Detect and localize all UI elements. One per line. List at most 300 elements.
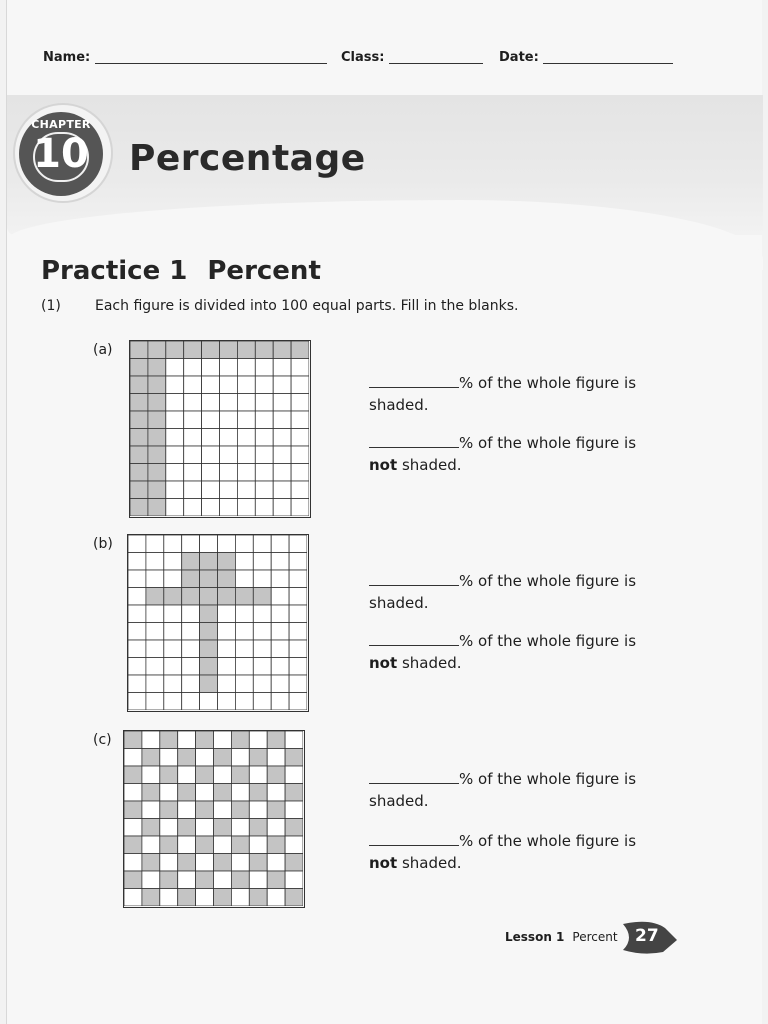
part-a-not-shaded-answer[interactable] xyxy=(369,434,459,448)
part-a-not-shaded-blank xyxy=(369,432,659,476)
grid-cell xyxy=(214,871,232,889)
grid-cell xyxy=(285,854,303,872)
grid-cell xyxy=(130,376,148,394)
grid-cell xyxy=(124,819,142,837)
date-field[interactable] xyxy=(543,63,673,64)
grid-cell xyxy=(146,553,164,571)
grid-cell xyxy=(231,819,249,837)
grid-cell xyxy=(182,553,200,571)
grid-cell xyxy=(148,411,166,429)
grid-cell xyxy=(184,446,202,464)
part-b-label: (b) xyxy=(93,536,113,552)
grid-cell xyxy=(291,499,309,517)
grid-cell xyxy=(178,889,196,907)
grid-cell xyxy=(202,446,220,464)
name-field[interactable] xyxy=(95,63,327,64)
grid-cell xyxy=(220,341,238,359)
grid-cell xyxy=(182,535,200,553)
grid-cell xyxy=(235,623,253,641)
grid-cell xyxy=(285,889,303,907)
part-b-shaded-text: % of the whole figure is xyxy=(459,572,637,590)
grid-cell xyxy=(235,570,253,588)
part-c-shaded-blank xyxy=(369,768,659,812)
part-b-not-shaded-blank xyxy=(369,630,659,674)
grid-cell xyxy=(196,854,214,872)
grid-cell xyxy=(237,429,255,447)
grid-cell xyxy=(124,766,142,784)
grid-cell xyxy=(273,429,291,447)
grid-cell xyxy=(146,675,164,693)
part-c-shaded-word: shaded. xyxy=(369,792,429,810)
grid-cell xyxy=(235,693,253,711)
grid-cell xyxy=(178,766,196,784)
grid-cell xyxy=(184,341,202,359)
grid-cell xyxy=(237,499,255,517)
practice-heading xyxy=(41,256,341,286)
grid-cell xyxy=(253,693,271,711)
grid-cell xyxy=(142,766,160,784)
grid-cell xyxy=(146,535,164,553)
grid-cell xyxy=(184,394,202,412)
part-c-shaded-answer[interactable] xyxy=(369,770,459,784)
grid-cell xyxy=(285,819,303,837)
grid-cell xyxy=(130,394,148,412)
grid-cell xyxy=(146,640,164,658)
grid-cell xyxy=(214,819,232,837)
grid-cell xyxy=(202,481,220,499)
grid-cell xyxy=(249,889,267,907)
date-label: Date: xyxy=(499,50,539,65)
grid-cell xyxy=(235,588,253,606)
grid-cell xyxy=(267,854,285,872)
grid-cell xyxy=(273,464,291,482)
grid-cell xyxy=(196,784,214,802)
grid-cell xyxy=(124,784,142,802)
grid-cell xyxy=(200,623,218,641)
grid-cell xyxy=(124,836,142,854)
grid-cell xyxy=(196,836,214,854)
grid-cell xyxy=(235,605,253,623)
grid-cell xyxy=(160,749,178,767)
grid-cell xyxy=(160,766,178,784)
grid-cell xyxy=(178,801,196,819)
grid-cell xyxy=(146,588,164,606)
grid-cell xyxy=(271,675,289,693)
grid-cell xyxy=(220,429,238,447)
grid-cell xyxy=(273,481,291,499)
grid-cell xyxy=(271,623,289,641)
grid-cell xyxy=(164,658,182,676)
grid-cell xyxy=(291,446,309,464)
part-c-label: (c) xyxy=(93,732,112,748)
grid-cell xyxy=(237,394,255,412)
grid-cell xyxy=(255,394,273,412)
grid-cell xyxy=(202,464,220,482)
grid-cell xyxy=(249,801,267,819)
grid-cell xyxy=(218,623,236,641)
grid-cell xyxy=(130,359,148,377)
grid-cell xyxy=(237,464,255,482)
part-c-not-word: not xyxy=(369,854,398,872)
grid-cell xyxy=(184,376,202,394)
grid-cell xyxy=(128,675,146,693)
grid-cell xyxy=(146,658,164,676)
grid-cell xyxy=(273,499,291,517)
grid-cell xyxy=(124,731,142,749)
part-b-shaded-word: shaded. xyxy=(369,594,429,612)
chapter-badge-label: CHAPTER xyxy=(31,118,91,131)
grid-cell xyxy=(253,570,271,588)
grid-cell xyxy=(128,693,146,711)
grid-cell xyxy=(164,588,182,606)
grid-cell xyxy=(160,801,178,819)
grid-cell xyxy=(289,605,307,623)
grid-cell xyxy=(148,394,166,412)
grid-cell xyxy=(267,801,285,819)
grid-cell xyxy=(142,819,160,837)
grid-cell xyxy=(218,675,236,693)
grid-cell xyxy=(289,658,307,676)
grid-cell xyxy=(196,889,214,907)
hundred-grid-a xyxy=(129,340,311,518)
grid-cell xyxy=(253,605,271,623)
grid-cell xyxy=(164,553,182,571)
grid-cell xyxy=(178,784,196,802)
grid-cell xyxy=(166,481,184,499)
grid-cell xyxy=(146,570,164,588)
grid-cell xyxy=(182,570,200,588)
grid-cell xyxy=(184,499,202,517)
grid-cell xyxy=(214,784,232,802)
grid-cell xyxy=(289,693,307,711)
grid-cell xyxy=(166,359,184,377)
grid-cell xyxy=(285,749,303,767)
grid-cell xyxy=(235,675,253,693)
grid-cell xyxy=(285,836,303,854)
grid-cell xyxy=(128,588,146,606)
grid-cell xyxy=(285,871,303,889)
grid-cell xyxy=(178,871,196,889)
grid-cell xyxy=(220,481,238,499)
grid-cell xyxy=(196,871,214,889)
grid-cell xyxy=(255,499,273,517)
grid-cell xyxy=(128,658,146,676)
grid-cell xyxy=(218,658,236,676)
grid-cell xyxy=(202,394,220,412)
grid-cell xyxy=(160,871,178,889)
grid-cell xyxy=(166,446,184,464)
grid-cell xyxy=(178,819,196,837)
grid-cell xyxy=(231,749,249,767)
part-c-not-shaded-answer[interactable] xyxy=(369,832,459,846)
grid-cell xyxy=(235,535,253,553)
grid-cell xyxy=(182,658,200,676)
grid-cell xyxy=(184,429,202,447)
grid-cell xyxy=(148,359,166,377)
grid-cell xyxy=(271,605,289,623)
grid-cell xyxy=(184,359,202,377)
grid-cell xyxy=(130,499,148,517)
grid-cell xyxy=(231,731,249,749)
grid-cell xyxy=(253,535,271,553)
footer-lesson: Lesson 1 xyxy=(505,930,565,944)
grid-cell xyxy=(164,675,182,693)
grid-cell xyxy=(249,819,267,837)
part-a-shaded-text: % of the whole figure is xyxy=(459,374,637,392)
grid-cell xyxy=(220,359,238,377)
question-text: Each figure is divided into 100 equal parts. Fill in the blanks. xyxy=(95,298,519,314)
grid-cell xyxy=(253,553,271,571)
grid-cell xyxy=(130,341,148,359)
grid-cell xyxy=(231,836,249,854)
grid-cell xyxy=(142,889,160,907)
part-b-not-shaded-answer[interactable] xyxy=(369,632,459,646)
grid-cell xyxy=(220,376,238,394)
grid-cell xyxy=(182,588,200,606)
grid-cell xyxy=(273,411,291,429)
grid-cell xyxy=(218,553,236,571)
part-a-label: (a) xyxy=(93,342,113,358)
part-b-shaded-answer[interactable] xyxy=(369,572,459,586)
grid-cell xyxy=(214,854,232,872)
grid-cell xyxy=(128,570,146,588)
part-a-shaded-blank xyxy=(369,372,659,416)
grid-cell xyxy=(142,784,160,802)
grid-cell xyxy=(160,784,178,802)
grid-cell xyxy=(178,854,196,872)
grid-cell xyxy=(164,535,182,553)
grid-cell xyxy=(148,499,166,517)
grid-cell xyxy=(273,446,291,464)
grid-cell xyxy=(255,411,273,429)
grid-cell xyxy=(237,411,255,429)
grid-cell xyxy=(291,341,309,359)
grid-cell xyxy=(124,889,142,907)
name-label: Name: xyxy=(43,50,91,65)
grid-cell xyxy=(267,731,285,749)
grid-cell xyxy=(182,623,200,641)
grid-cell xyxy=(255,359,273,377)
hundred-grid-c xyxy=(123,730,305,908)
part-a-shaded-answer[interactable] xyxy=(369,374,459,388)
chapter-badge xyxy=(19,112,103,196)
grid-cell xyxy=(253,675,271,693)
grid-cell xyxy=(142,854,160,872)
practice-title: Percent xyxy=(207,256,321,286)
grid-cell xyxy=(255,376,273,394)
grid-cell xyxy=(218,570,236,588)
page-footer xyxy=(505,930,618,944)
grid-cell xyxy=(291,359,309,377)
grid-cell xyxy=(289,588,307,606)
grid-cell xyxy=(214,731,232,749)
student-info-fields xyxy=(43,50,683,70)
grid-cell xyxy=(142,749,160,767)
grid-cell xyxy=(164,693,182,711)
grid-cell xyxy=(235,658,253,676)
grid-cell xyxy=(231,784,249,802)
grid-cell xyxy=(267,871,285,889)
grid-cell xyxy=(130,446,148,464)
grid-cell xyxy=(146,623,164,641)
grid-cell xyxy=(182,675,200,693)
grid-cell xyxy=(146,605,164,623)
grid-cell xyxy=(289,675,307,693)
grid-cell xyxy=(202,341,220,359)
grid-cell xyxy=(202,429,220,447)
grid-cell xyxy=(218,693,236,711)
grid-cell xyxy=(285,801,303,819)
grid-cell xyxy=(148,446,166,464)
grid-cell xyxy=(289,553,307,571)
grid-cell xyxy=(160,889,178,907)
grid-cell xyxy=(160,854,178,872)
grid-cell xyxy=(142,801,160,819)
part-a-not-shaded-text: % of the whole figure is xyxy=(459,434,637,452)
grid-cell xyxy=(148,429,166,447)
grid-cell xyxy=(200,535,218,553)
grid-cell xyxy=(200,675,218,693)
grid-cell xyxy=(291,411,309,429)
chapter-title: Percentage xyxy=(129,138,366,179)
grid-cell xyxy=(291,429,309,447)
part-c-not-shaded-text: % of the whole figure is xyxy=(459,832,637,850)
grid-cell xyxy=(271,658,289,676)
grid-cell xyxy=(271,570,289,588)
grid-cell xyxy=(271,535,289,553)
grid-cell xyxy=(267,836,285,854)
grid-cell xyxy=(160,836,178,854)
grid-cell xyxy=(130,429,148,447)
grid-cell xyxy=(291,464,309,482)
grid-cell xyxy=(253,658,271,676)
grid-cell xyxy=(237,446,255,464)
grid-cell xyxy=(220,411,238,429)
grid-cell xyxy=(271,640,289,658)
chapter-number: 10 xyxy=(33,131,89,177)
grid-cell xyxy=(289,570,307,588)
grid-cell xyxy=(200,640,218,658)
grid-cell xyxy=(218,535,236,553)
grid-cell xyxy=(130,464,148,482)
grid-cell xyxy=(202,411,220,429)
grid-cell xyxy=(124,801,142,819)
part-b-not-word: not xyxy=(369,654,398,672)
class-field[interactable] xyxy=(389,63,483,64)
grid-cell xyxy=(202,359,220,377)
grid-cell xyxy=(255,446,273,464)
grid-cell xyxy=(231,871,249,889)
grid-cell xyxy=(255,429,273,447)
grid-cell xyxy=(249,731,267,749)
grid-cell xyxy=(220,499,238,517)
grid-cell xyxy=(285,784,303,802)
grid-cell xyxy=(231,801,249,819)
grid-cell xyxy=(273,394,291,412)
grid-cell xyxy=(178,749,196,767)
grid-cell xyxy=(196,819,214,837)
grid-cell xyxy=(200,588,218,606)
grid-cell xyxy=(231,766,249,784)
part-c-not-shaded-blank xyxy=(369,830,659,874)
grid-cell xyxy=(214,766,232,784)
grid-cell xyxy=(220,446,238,464)
grid-cell xyxy=(289,640,307,658)
grid-cell xyxy=(214,836,232,854)
grid-cell xyxy=(237,359,255,377)
grid-cell xyxy=(182,605,200,623)
grid-cell xyxy=(142,731,160,749)
grid-cell xyxy=(166,464,184,482)
part-c-shaded-text: % of the whole figure is xyxy=(459,770,637,788)
hundred-grid-b xyxy=(127,534,309,712)
grid-cell xyxy=(249,836,267,854)
grid-cell xyxy=(128,623,146,641)
page-number: 27 xyxy=(635,926,659,946)
grid-cell xyxy=(253,623,271,641)
grid-cell xyxy=(255,341,273,359)
grid-cell xyxy=(285,731,303,749)
grid-cell xyxy=(142,871,160,889)
grid-cell xyxy=(202,376,220,394)
practice-number: Practice 1 xyxy=(41,256,188,286)
grid-cell xyxy=(166,394,184,412)
grid-cell xyxy=(146,693,164,711)
grid-cell xyxy=(164,570,182,588)
grid-cell xyxy=(249,749,267,767)
grid-cell xyxy=(128,553,146,571)
question-number: (1) xyxy=(41,298,61,314)
grid-cell xyxy=(249,766,267,784)
part-a-not-shaded-word: shaded. xyxy=(401,456,462,474)
grid-cell xyxy=(249,784,267,802)
grid-cell xyxy=(182,640,200,658)
grid-cell xyxy=(128,640,146,658)
grid-cell xyxy=(200,553,218,571)
grid-cell xyxy=(124,871,142,889)
grid-cell xyxy=(166,429,184,447)
grid-cell xyxy=(184,464,202,482)
worksheet-page xyxy=(6,0,762,1024)
grid-cell xyxy=(267,766,285,784)
grid-cell xyxy=(200,605,218,623)
grid-cell xyxy=(184,411,202,429)
grid-cell xyxy=(200,570,218,588)
grid-cell xyxy=(148,481,166,499)
grid-cell xyxy=(142,836,160,854)
grid-cell xyxy=(130,481,148,499)
grid-cell xyxy=(184,481,202,499)
grid-cell xyxy=(164,605,182,623)
grid-cell xyxy=(235,553,253,571)
grid-cell xyxy=(214,749,232,767)
grid-cell xyxy=(148,464,166,482)
grid-cell xyxy=(214,889,232,907)
grid-cell xyxy=(166,499,184,517)
grid-cell xyxy=(218,640,236,658)
part-b-shaded-blank xyxy=(369,570,659,614)
footer-topic: Percent xyxy=(572,930,618,944)
grid-cell xyxy=(124,854,142,872)
grid-cell xyxy=(196,749,214,767)
grid-cell xyxy=(200,693,218,711)
grid-cell xyxy=(214,801,232,819)
grid-cell xyxy=(289,535,307,553)
grid-cell xyxy=(231,854,249,872)
grid-cell xyxy=(291,481,309,499)
grid-cell xyxy=(166,411,184,429)
grid-cell xyxy=(231,889,249,907)
